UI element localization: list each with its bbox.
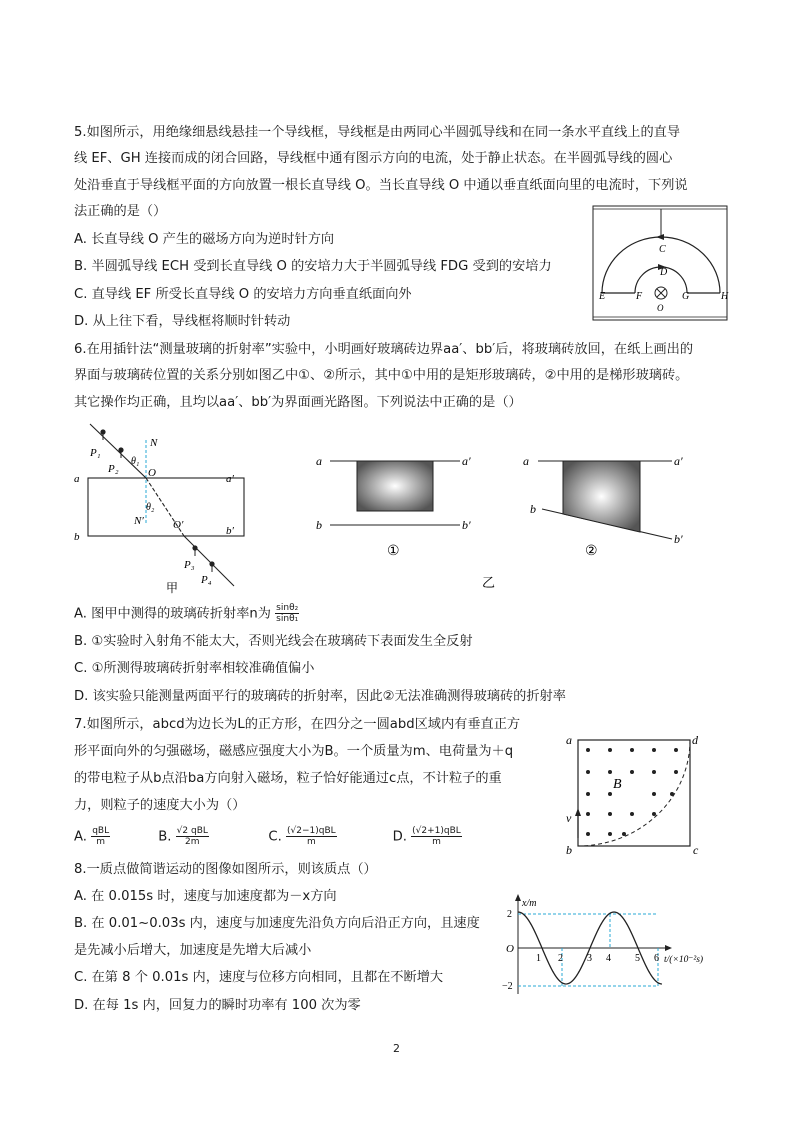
q7-stem-line-3: 的带电粒子从b点沿ba方向射入磁场，粒子恰好能通过c点，不计粒子的重: [74, 771, 502, 786]
q6-stem-line-3: 其它操作均正确，且均以aa′、bb′为界面画光路图。下列说法中正确的是（）: [74, 395, 522, 410]
q6-yi2-label-a2: a′: [674, 454, 683, 468]
q7-option-a-num: qBL: [92, 826, 110, 836]
q6-yi1-label-b2: b′: [462, 518, 471, 532]
q6-jia-label-o2: O′: [173, 519, 184, 531]
q8-option-c: C. 在第 8 个 0.01s 内，速度与位移方向相同，且都在不断增大: [74, 970, 444, 985]
q5-label-h: H: [721, 291, 729, 302]
q7-option-d-num: (√2+1)qBL: [412, 826, 461, 836]
q5-label-f: F: [636, 291, 643, 302]
q6-yi2-label-a: a: [523, 454, 529, 468]
q7-stem-line-4: 力，则粒子的速度大小为（）: [74, 798, 246, 813]
q7-option-b-num: √2 qBL: [176, 826, 208, 836]
q7-option-b-den: 2m: [185, 837, 200, 847]
q5-wire-frame-figure: [590, 203, 730, 323]
q6-jia-label-p2: P₂: [108, 463, 119, 475]
q8-origin-label: O: [506, 943, 514, 955]
q6-option-a-fraction: [275, 603, 299, 624]
q8-x-tick-1: 1: [536, 953, 541, 964]
q6-jia-label-p1: P₁: [90, 447, 101, 459]
q5-option-b: B. 半圆弧导线 ECH 受到长直导线 O 的安培力大于半圆弧导线 FDG 受到的安培力: [74, 259, 552, 274]
q6-jia-label-a2: a′: [226, 473, 234, 485]
q6-option-b: B. ①实验时入射角不能太大，否则光线会在玻璃砖下表面发生全反射: [74, 634, 473, 649]
q6-jia-label-theta2: θ₂: [146, 502, 155, 513]
q6-jia-label-n: N: [150, 437, 158, 449]
q5-stem-line-3: 处沿垂直于导线框平面的方向放置一根长直导线 O。当长直导线 O 中通以垂直纸面向里的电流时，下列说: [74, 178, 688, 193]
q6-jia-label-n2: N′: [134, 515, 144, 527]
q7-label-d: d: [692, 733, 698, 747]
q7-option-d-label: D.: [392, 829, 407, 845]
q6-option-a-denominator: sinθ₁: [276, 614, 299, 624]
q7-option-c-fraction: [286, 826, 337, 847]
q8-x-tick-5: 5: [635, 953, 640, 964]
q7-square-field-figure: [560, 728, 710, 858]
q8-x-axis-label: t/(×10⁻²s): [664, 955, 704, 965]
q7-option-b-fraction: [176, 826, 209, 847]
q7-option-a-den: m: [96, 837, 106, 847]
q5-label-d: D: [660, 267, 668, 278]
q6-option-a: [74, 603, 299, 624]
q5-stem-line-4: 法正确的是（）: [74, 204, 167, 219]
q6-option-a-text: A. 图甲中测得的玻璃砖折射率n为: [74, 606, 271, 622]
q8-x-tick-4: 4: [606, 953, 611, 964]
q7-label-a: a: [566, 733, 572, 747]
q5-option-c: C. 直导线 EF 所受长直导线 O 的安培力方向垂直纸面向外: [74, 287, 412, 302]
q7-option-d-den: m: [432, 837, 441, 847]
q7-option-c-num: (√2−1)qBL: [287, 826, 336, 836]
q5-option-d: D. 从上往下看，导线框将顺时针转动: [74, 314, 291, 329]
q6-yi2-label-b2: b′: [674, 532, 683, 546]
q5-label-g: G: [682, 291, 690, 302]
q5-label-c: C: [659, 244, 666, 255]
q7-stem-line-2: 形平面向外的匀强磁场，磁感应强度大小为B。一个质量为m、电荷量为＋q: [74, 744, 514, 759]
q5-option-a: A. 长直导线 O 产生的磁场方向为逆时针方向: [74, 232, 335, 247]
q6-stem-line-1: 6.在用插针法“测量玻璃的折射率”实验中，小明画好玻璃砖边界aa′、bb′后，将玻璃砖放回，在纸上画出的: [74, 342, 694, 357]
q8-x-tick-3: 3: [587, 953, 592, 964]
q8-x-tick-2: 2: [558, 953, 563, 964]
q6-jia-label-a: a: [74, 473, 80, 485]
q6-jia-label-b: b: [74, 531, 80, 543]
q5-stem-line-1: 5.如图所示，用绝缘细悬线悬挂一个导线框，导线框是由两同心半圆弧导线和在同一条水平直线上的直导: [74, 125, 681, 140]
q6-jia-label-p4: P₄: [201, 574, 212, 586]
q7-option-c-den: m: [306, 837, 316, 847]
q6-jia-label-theta1: θ₁: [131, 456, 140, 467]
q6-yi1-label-a: a: [316, 454, 322, 468]
q7-stem-line-1: 7.如图所示，abcd为边长为L的正方形，在四分之一圆abd区域内有垂直正方: [74, 717, 521, 732]
q7-option-b-label: B.: [158, 829, 172, 845]
q7-option-a-fraction: [91, 826, 110, 847]
q5-label-e: E: [599, 291, 606, 302]
q6-jia-label-o: O: [148, 467, 156, 479]
q7-option-c-label: C.: [268, 829, 282, 845]
q6-jia-caption: 甲: [166, 581, 179, 595]
q8-option-a: A. 在 0.015s 时，速度与加速度都为－x方向: [74, 889, 337, 904]
q6-yi1-label-b: b: [316, 518, 322, 532]
q7-label-v: v: [566, 811, 572, 825]
page-number: 2: [393, 1042, 400, 1055]
q8-stem: 8.一质点做简谐运动的图像如图所示，则该质点（）: [74, 862, 377, 877]
q8-option-b-line-1: B. 在 0.01~0.03s 内，速度与加速度先沿负方向后沿正方向，且速度: [74, 916, 480, 931]
q8-option-b-line-2: 是先减小后增大，加速度是先增大后减小: [74, 943, 312, 958]
q6-yi-caption: 乙: [482, 575, 496, 590]
q8-y-axis-label: x/m: [522, 898, 537, 909]
q6-figure-yi: [310, 445, 710, 595]
q8-y-tick-neg: −2: [502, 981, 513, 992]
q6-option-a-numerator: sinθ₂: [276, 603, 299, 613]
q7-label-b: b: [566, 843, 572, 857]
q8-y-tick-pos: 2: [507, 909, 512, 920]
q6-jia-label-p3: P₃: [184, 559, 195, 571]
q7-option-d-fraction: [411, 826, 462, 847]
q6-option-d: D. 该实验只能测量两面平行的玻璃砖的折射率，因此②无法准确测得玻璃砖的折射率: [74, 689, 566, 704]
q5-stem-line-2: 线 EF、GH 连接而成的闭合回路，导线框中通有图示方向的电流，处于静止状态。在半圆弧导线的圆心: [74, 151, 673, 166]
q7-options: [74, 826, 503, 847]
q8-x-tick-6: 6: [654, 953, 659, 964]
q7-label-field-b: B: [613, 777, 622, 792]
q6-yi-caption-2: ②: [585, 544, 598, 559]
q6-option-c: C. ①所测得玻璃砖折射率相较准确值偏小: [74, 661, 315, 676]
q6-yi1-label-a2: a′: [462, 454, 471, 468]
q7-option-a-label: A.: [74, 829, 87, 845]
q8-shm-graph: [498, 894, 718, 998]
q6-yi2-label-b: b: [530, 502, 536, 516]
q6-jia-label-b2: b′: [226, 525, 234, 537]
q7-label-c: c: [693, 843, 699, 857]
q8-option-d: D. 在每 1s 内，回复力的瞬时功率有 100 次为零: [74, 998, 361, 1013]
q6-figure-jia: [68, 420, 248, 596]
q6-yi-caption-1: ①: [387, 544, 400, 559]
q6-stem-line-2: 界面与玻璃砖位置的关系分别如图乙中①、②所示，其中①中用的是矩形玻璃砖，②中用的是梯形玻璃砖。: [74, 368, 689, 383]
q5-label-o: O: [657, 303, 664, 313]
